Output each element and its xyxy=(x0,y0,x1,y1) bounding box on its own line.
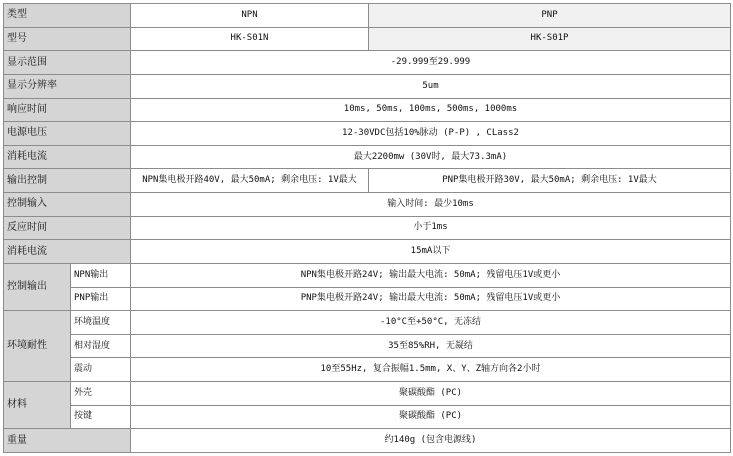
row-display-resolution xyxy=(4,74,731,98)
sub-label: NPN输出 xyxy=(71,263,131,287)
row-label: 输出控制 xyxy=(4,169,131,193)
row-model xyxy=(4,27,731,51)
row-control-input xyxy=(4,193,731,217)
row-value: 最大2200mw (30V时, 最大73.3mA) xyxy=(131,145,731,169)
row-value: PNP集电极开路24V; 输出最大电流: 50mA; 残留电压1V或更小 xyxy=(131,287,731,311)
row-current-consumption-2 xyxy=(4,240,731,264)
sub-label: 外壳 xyxy=(71,382,131,406)
pnp-header: PNP xyxy=(369,4,731,28)
npn-model: HK-S01N xyxy=(131,27,369,51)
row-value: 12-30VDC包括10%脉动 (P-P) , CLass2 xyxy=(131,122,731,146)
row-label: 显示分辨率 xyxy=(4,74,131,98)
row-value: -10°C至+50°C, 无冻结 xyxy=(131,311,731,335)
row-label: 控制输入 xyxy=(4,193,131,217)
row-value: 10ms, 50ms, 100ms, 500ms, 1000ms xyxy=(131,98,731,122)
row-type xyxy=(4,4,731,28)
row-env-temperature xyxy=(4,311,731,335)
row-label: 重量 xyxy=(4,429,131,453)
row-value: 5um xyxy=(131,74,731,98)
sub-label: 相对湿度 xyxy=(71,334,131,358)
row-output-control xyxy=(4,169,731,193)
sub-label: PNP输出 xyxy=(71,287,131,311)
row-control-output-npn xyxy=(4,263,731,287)
row-weight xyxy=(4,429,731,453)
pnp-output-control: PNP集电极开路30V, 最大50mA; 剩余电压: 1V最大 xyxy=(369,169,731,193)
npn-output-control: NPN集电极开路40V, 最大50mA; 剩余电压: 1V最大 xyxy=(131,169,369,193)
row-current-consumption xyxy=(4,145,731,169)
row-value: 输入时间: 最少10ms xyxy=(131,193,731,217)
row-value: NPN集电极开路24V; 输出最大电流: 50mA; 残留电压1V或更小 xyxy=(131,263,731,287)
npn-header: NPN xyxy=(131,4,369,28)
row-value: 小于1ms xyxy=(131,216,731,240)
row-response-time xyxy=(4,98,731,122)
group-label: 环境耐性 xyxy=(4,311,71,382)
row-material-keys xyxy=(4,405,731,429)
sub-label: 震动 xyxy=(71,358,131,382)
row-reaction-time xyxy=(4,216,731,240)
row-label: 电源电压 xyxy=(4,122,131,146)
row-label: 响应时间 xyxy=(4,98,131,122)
row-value: -29.999至29.999 xyxy=(131,51,731,75)
sub-label: 按键 xyxy=(71,405,131,429)
row-value: 约140g (包含电源线) xyxy=(131,429,731,453)
row-label: 消耗电流 xyxy=(4,145,131,169)
sub-label: 环境温度 xyxy=(71,311,131,335)
row-control-output-pnp xyxy=(4,287,731,311)
row-value: 35至85%RH, 无凝结 xyxy=(131,334,731,358)
row-value: 聚碳酸酯 (PC) xyxy=(131,405,731,429)
row-display-range xyxy=(4,51,731,75)
group-label: 材料 xyxy=(4,382,71,429)
row-env-vibration xyxy=(4,358,731,382)
row-value: 15mA以下 xyxy=(131,240,731,264)
row-env-humidity xyxy=(4,334,731,358)
row-label: 消耗电流 xyxy=(4,240,131,264)
spec-table xyxy=(3,3,731,453)
row-material-housing xyxy=(4,382,731,406)
row-label: 反应时间 xyxy=(4,216,131,240)
row-label: 类型 xyxy=(4,4,131,28)
row-label: 显示范围 xyxy=(4,51,131,75)
row-supply-voltage xyxy=(4,122,731,146)
group-label: 控制输出 xyxy=(4,263,71,310)
row-value: 10至55Hz, 复合振幅1.5mm, X、Y、Z轴方向各2小时 xyxy=(131,358,731,382)
row-label: 型号 xyxy=(4,27,131,51)
row-value: 聚碳酸酯 (PC) xyxy=(131,382,731,406)
pnp-model: HK-S01P xyxy=(369,27,731,51)
